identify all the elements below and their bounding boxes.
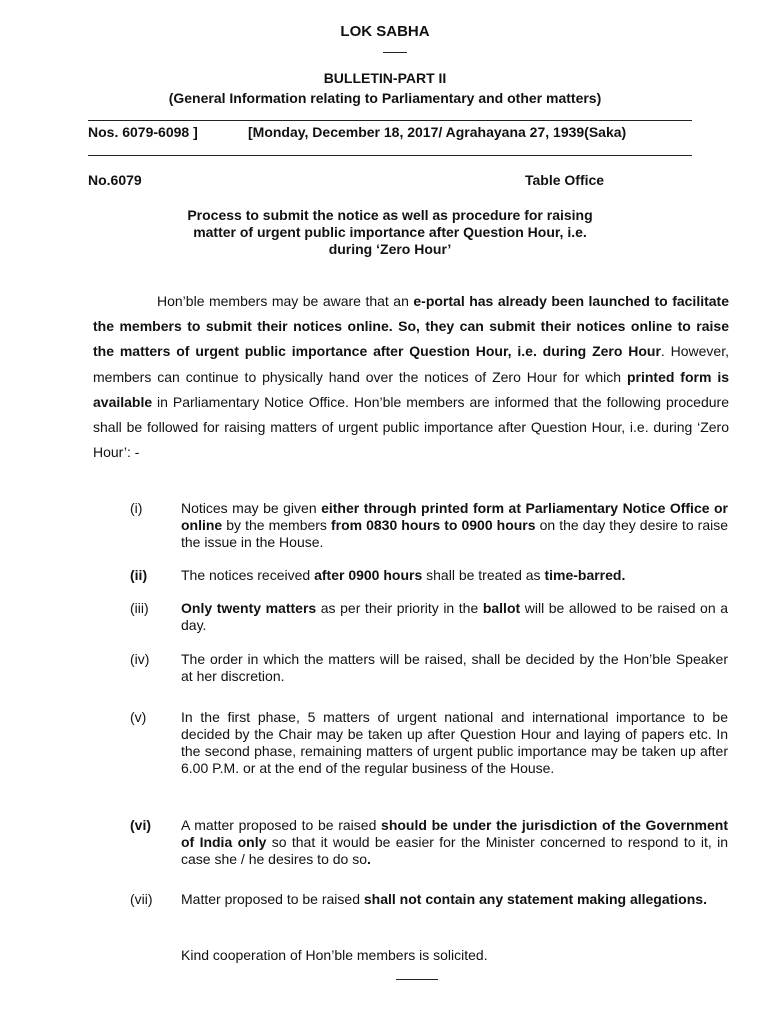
item-text-part: on the day they desire to raise the issue in the House. [181, 517, 729, 550]
item-bold-part: from 0830 hours to 0900 hours [330, 517, 536, 533]
procedure-item-vi [130, 817, 728, 868]
bulletin-subtitle: (General Information relating to Parliamentary and other matters) [168, 90, 602, 106]
intro-bold-1: e-portal has already been launched to facilitate the members to submit their notices online. So, they can submit their notices online to raise the matters of urgent public importance after Question Hour, i.e. during Zero Hour [93, 293, 729, 360]
header-rule-bottom [88, 155, 692, 156]
item-text [181, 567, 728, 584]
closing-note: Kind cooperation of Hon’ble members is solicited. [181, 947, 488, 963]
procedure-item-ii [130, 567, 728, 584]
item-number: (i) [130, 500, 143, 516]
item-bold-part: either through printed form at Parliamentary Notice Office or online [181, 500, 728, 533]
item-text-part: so that it would be easier for the Minister concerned to respond to it, in case she / he desires to do so [181, 834, 728, 867]
item-text-part: shall be treated as [422, 567, 545, 583]
item-number: (iv) [130, 651, 150, 667]
intro-text-2: . However, members can continue to physically hand over the notices of Zero Hour for which [93, 343, 729, 385]
intro-text-1: Hon’ble members may be aware that an [157, 293, 414, 309]
intro-text-3: in Parliamentary Notice Office. Hon’ble members are informed that the following procedure shall be followed for raising matters of urgent public importance after Question Hour, i.e. during ‘Zero Hour’: - [93, 393, 729, 461]
bulletin-heading: BULLETIN-PART II [323, 70, 447, 86]
item-text-part: In the first phase, 5 matters of urgent national and international importance to be decided by the Chair may be taken up after Question Hour and laying of papers etc. In the second phase, remaining matters of urgent public importance may be taken up after 6.00 P.M. or at the end of the regular business of the House. [181, 709, 728, 776]
item-text [181, 600, 728, 634]
item-bold-part: should be under the jurisdiction of the Government of India only [181, 817, 728, 850]
item-text-part: Matter proposed to be raised [181, 891, 364, 907]
item-text-part: as per their priority in the [316, 600, 483, 616]
item-bold-part: after 0900 hours [314, 567, 423, 583]
procedure-item-iv [130, 651, 728, 685]
item-text [181, 500, 728, 551]
item-text-part: A matter proposed to be raised [181, 817, 382, 833]
item-text [181, 817, 728, 868]
closing-rule [396, 979, 438, 980]
item-text-part: will be allowed to be raised on a day. [181, 600, 728, 633]
title-underline [383, 52, 407, 53]
notice-number: No.6079 [88, 172, 142, 188]
procedure-item-v [130, 709, 728, 777]
intro-bold-2: printed form is available [93, 368, 729, 410]
bulletin-date: [Monday, December 18, 2017/ Agrahayana 27, 1939(Saka) [248, 124, 627, 140]
item-number: (v) [130, 709, 147, 725]
header-rule-top [88, 120, 692, 121]
bulletin-numbers: Nos. 6079-6098 ] [88, 124, 198, 140]
item-number: (ii) [130, 567, 148, 583]
page-title: LOK SABHA [340, 23, 430, 40]
notice-row [88, 172, 692, 188]
item-text-part: Notices may be given [181, 500, 322, 516]
procedure-item-vii [130, 891, 728, 908]
procedure-item-i [130, 500, 728, 551]
item-text [181, 709, 728, 777]
item-bold-part: Only twenty matters [181, 600, 317, 616]
intro-paragraph [93, 289, 729, 465]
item-number: (iii) [130, 600, 149, 616]
notice-office: Table Office [525, 172, 605, 188]
item-bold-part: ballot [482, 600, 521, 616]
item-bold-part: . [367, 851, 371, 867]
notice-subject: Process to submit the notice as well as procedure for raising matter of urgent public importance after Question Hour, i.e. during ‘Zero Hour’ [187, 207, 593, 257]
item-bold-part: shall not contain any statement making allegations. [363, 891, 707, 907]
item-text-part: The notices received [181, 567, 315, 583]
item-text [181, 651, 728, 685]
item-bold-part: time-barred. [544, 567, 626, 583]
item-text-part: The order in which the matters will be raised, shall be decided by the Hon’ble Speaker at her discretion. [181, 651, 728, 684]
item-text [181, 891, 728, 908]
item-text-part: by the members [222, 517, 331, 533]
item-number: (vi) [130, 817, 151, 833]
item-number: (vii) [130, 891, 153, 907]
procedure-item-iii [130, 600, 728, 634]
